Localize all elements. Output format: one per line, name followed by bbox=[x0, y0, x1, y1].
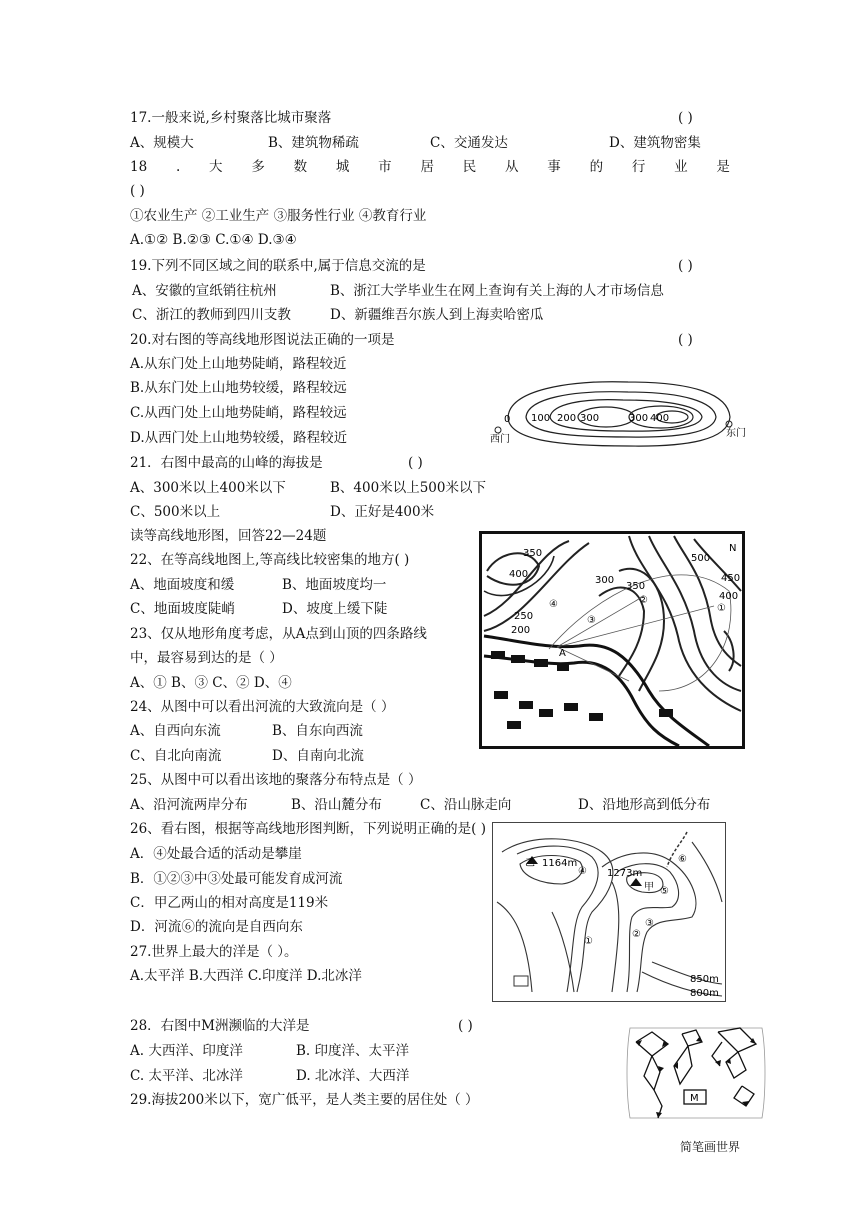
q24-option-b: B、自东向西流 bbox=[272, 723, 363, 739]
q26-option-d: D．河流⑥的流向是自西向东 bbox=[130, 919, 303, 935]
q22-option-a: A、地面坡度和缓 bbox=[130, 577, 235, 593]
fig3-label: 1164m bbox=[542, 858, 578, 869]
q23-stem-line1: 23、仅从地形角度考虑，从A点到山顶的四条路线 bbox=[130, 626, 427, 642]
topographic-map-river bbox=[479, 531, 745, 749]
fig2-route: ③ bbox=[587, 615, 596, 626]
fig3-label: 1273m bbox=[607, 868, 643, 879]
fig3-label: ④ bbox=[578, 866, 587, 877]
fig3-label: ③ bbox=[645, 918, 654, 929]
q21-option-b: B、400米以上500米以下 bbox=[330, 480, 486, 496]
fig1-east-gate: 东门 bbox=[726, 428, 746, 439]
q20-option-c: C.从西门处上山地势陡峭，路程较远 bbox=[130, 405, 347, 421]
q22-option-b: B、地面坡度均一 bbox=[282, 577, 387, 593]
q24-stem: 24、从图中可以看出河流的大致流向是（ ） bbox=[130, 699, 395, 715]
q28-paren: ( ) bbox=[458, 1018, 473, 1034]
fig2-route: ④ bbox=[549, 599, 558, 610]
q22-intro: 读等高线地形图，回答22—24题 bbox=[130, 528, 327, 544]
fig3-label: ⑥ bbox=[678, 854, 687, 865]
q28-option-c: C. 太平洋、北冰洋 bbox=[130, 1068, 243, 1084]
q27-options: A.太平洋 B.大西洋 C.印度洋 D.北冰洋 bbox=[130, 968, 362, 984]
fig2-label: 350 bbox=[626, 581, 646, 592]
q26-option-c: C．甲乙两山的相对高度是119米 bbox=[130, 895, 329, 911]
q19-option-b: B、浙江大学毕业生在网上查询有关上海的人才市场信息 bbox=[330, 283, 664, 299]
q28-stem: 28．右图中M洲濒临的大洋是 bbox=[130, 1018, 310, 1034]
q29-stem: 29.海拔200米以下，宽广低平，是人类主要的居住处（ ） bbox=[130, 1092, 479, 1108]
q21-option-d: D、正好是400米 bbox=[330, 504, 435, 520]
q19-option-c: C、浙江的教师到四川支教 bbox=[132, 307, 291, 323]
q22-option-c: C、地面坡度陡峭 bbox=[130, 601, 235, 617]
q18-char: 市 bbox=[378, 159, 392, 175]
fig2-label: 200 bbox=[511, 625, 531, 636]
q21-option-c: C、500米以上 bbox=[130, 504, 221, 520]
q17-option-b: B、建筑物稀疏 bbox=[268, 135, 359, 151]
q17-option-d: D、建筑物密集 bbox=[609, 135, 701, 151]
q24-option-a: A、自西向东流 bbox=[130, 723, 221, 739]
q25-option-d: D、沿地形高到低分布 bbox=[578, 797, 711, 813]
contour-map-gates bbox=[478, 362, 768, 462]
fig1-label: 200 bbox=[557, 413, 577, 424]
fig1-west-gate: 西门 bbox=[490, 434, 510, 445]
fig2-label: 400 bbox=[719, 591, 739, 602]
fig2-point-a: A bbox=[559, 648, 566, 659]
fig3-label: ② bbox=[632, 929, 641, 940]
fig1-label: 400 bbox=[650, 413, 670, 424]
fig3-label: 甲 bbox=[644, 882, 654, 893]
q26-stem: 26、看右图，根据等高线地形图判断，下列说明正确的是( ) bbox=[130, 821, 487, 837]
q21-stem: 21．右图中最高的山峰的海拔是 bbox=[130, 455, 323, 471]
q20-option-d: D.从西门处上山地势较缓，路程较近 bbox=[130, 430, 348, 446]
fig3-label: 850m bbox=[690, 974, 719, 985]
q18-char: . bbox=[175, 159, 181, 175]
fig2-route: ② bbox=[639, 595, 648, 606]
q17-stem: 17.一般来说,乡村聚落比城市聚落 bbox=[130, 110, 332, 126]
q23-stem-line2: 中，最容易到达的是（ ） bbox=[130, 650, 283, 666]
fig2-label: 250 bbox=[514, 611, 534, 622]
fig2-label: 400 bbox=[509, 569, 529, 580]
q22-stem: 22、在等高线地图上,等高线比较密集的地方( ) bbox=[130, 552, 410, 568]
q23-options: A、① B、③ C、② D、④ bbox=[130, 675, 292, 691]
q19-stem: 19.下列不同区域之间的联系中,属于信息交流的是 bbox=[130, 258, 426, 274]
q21-paren: ( ) bbox=[408, 455, 423, 471]
q28-option-a: A. 大西洋、印度洋 bbox=[130, 1043, 243, 1059]
q19-paren: ( ) bbox=[678, 258, 693, 274]
q18-char: 多 bbox=[251, 159, 265, 175]
q18-char: 从 bbox=[505, 159, 519, 175]
q17-option-c: C、交通发达 bbox=[430, 135, 508, 151]
fig3-label: ① bbox=[584, 936, 593, 947]
q25-option-b: B、沿山麓分布 bbox=[291, 797, 382, 813]
q18-char: 大 bbox=[209, 159, 223, 175]
q20-option-a: A.从东门处上山地势陡峭，路程较近 bbox=[130, 356, 347, 372]
fig1-label: 300 bbox=[629, 413, 649, 424]
q18-paren: ( ) bbox=[130, 183, 145, 199]
fig3-label: ⑤ bbox=[660, 886, 669, 897]
q26-option-b: B．①②③中③处最可能发育成河流 bbox=[130, 871, 343, 887]
q17-paren: ( ) bbox=[678, 110, 693, 126]
q27-stem: 27.世界上最大的洋是（ ）。 bbox=[130, 944, 298, 960]
q21-option-a: A、300米以上400米以下 bbox=[130, 480, 286, 496]
q28-option-d: D. 北冰洋、大西洋 bbox=[296, 1068, 410, 1084]
q28-option-b: B. 印度洋、太平洋 bbox=[296, 1043, 410, 1059]
q20-stem: 20.对右图的等高线地形图说法正确的一项是 bbox=[130, 332, 395, 348]
fig2-north: N bbox=[729, 543, 737, 554]
q18-char: 数 bbox=[293, 159, 308, 175]
q24-option-d: D、自南向北流 bbox=[272, 748, 364, 764]
q20-paren: ( ) bbox=[678, 332, 693, 348]
q18-char: 是 bbox=[716, 159, 730, 175]
fig1-label: 300 bbox=[580, 413, 600, 424]
q17-option-a: A、规模大 bbox=[130, 135, 194, 151]
q18-items: ①农业生产 ②工业生产 ③服务性行业 ④教育行业 bbox=[130, 208, 427, 224]
fig1-label: 0 bbox=[504, 414, 511, 425]
fig2-label: 450 bbox=[721, 573, 741, 584]
fig4-caption: 简笔画世界 bbox=[680, 1140, 741, 1154]
q18-char: 行 bbox=[631, 159, 646, 175]
q18-char: 民 bbox=[462, 159, 477, 175]
q20-option-b: B.从东门处上山地势较缓，路程较远 bbox=[130, 380, 347, 396]
q18-char: 的 bbox=[589, 159, 604, 175]
q25-option-a: A、沿河流两岸分布 bbox=[130, 797, 248, 813]
fig2-label: 500 bbox=[691, 553, 711, 564]
q25-option-c: C、沿山脉走向 bbox=[420, 797, 512, 813]
q22-option-d: D、坡度上缓下陡 bbox=[282, 601, 388, 617]
q18-char: 事 bbox=[547, 159, 561, 175]
q19-option-a: A、安徽的宣纸销往杭州 bbox=[132, 283, 277, 299]
sketch-world-map bbox=[622, 1022, 770, 1124]
q18-options: A.①② B.②③ C.①④ D.③④ bbox=[130, 232, 297, 248]
q18-char: 业 bbox=[674, 159, 688, 175]
fig3-label: 乙 bbox=[525, 858, 535, 869]
q18-stem bbox=[130, 157, 730, 177]
q19-option-d: D、新疆维吾尔族人到上海卖哈密瓜 bbox=[330, 307, 544, 323]
q18-char: 居 bbox=[420, 159, 434, 175]
contour-map-peaks bbox=[492, 822, 726, 1002]
fig3-label: 800m bbox=[690, 988, 719, 999]
fig2-route: ① bbox=[717, 603, 726, 614]
q24-option-c: C、自北向南流 bbox=[130, 748, 222, 764]
fig2-label: 350 bbox=[523, 548, 543, 559]
fig2-label: 300 bbox=[595, 575, 615, 586]
fig1-label: 100 bbox=[531, 413, 551, 424]
fig4-label-m: M bbox=[690, 1093, 699, 1104]
q18-char: 城 bbox=[335, 159, 350, 175]
q25-stem: 25、从图中可以看出该地的聚落分布特点是（ ） bbox=[130, 772, 422, 788]
q26-option-a: A．④处最合适的活动是攀崖 bbox=[130, 846, 302, 862]
q18-char: 18 bbox=[130, 159, 148, 175]
